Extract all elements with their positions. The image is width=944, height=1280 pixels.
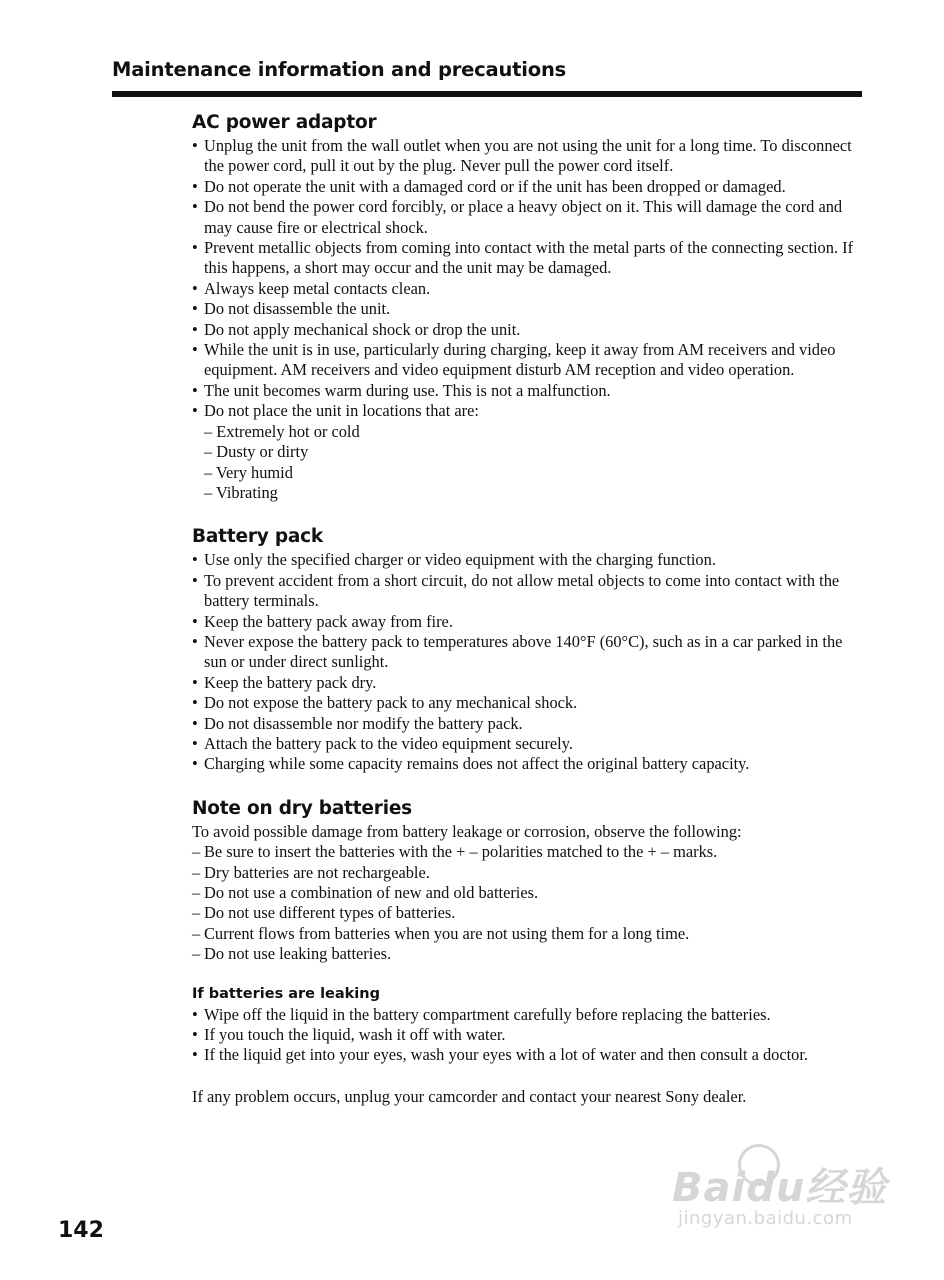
list-item: – Dusty or dirty <box>204 442 309 462</box>
list-item: • While the unit is in use, particularly during charging, keep it away from AM receivers and video equipment. AM receivers and video equipment disturb AM reception and video operation. <box>192 340 864 381</box>
list-item: • Do not place the unit in locations that are: <box>192 401 864 421</box>
list-item: • Attach the battery pack to the video equipment securely. <box>192 734 864 754</box>
list-item: – Dry batteries are not rechargeable. <box>192 863 864 883</box>
list-item: – Extremely hot or cold <box>204 421 360 441</box>
list-item: – Do not use leaking batteries. <box>192 944 864 964</box>
list-item: • Do not expose the battery pack to any mechanical shock. <box>192 693 864 713</box>
list-item: • Do not disassemble nor modify the battery pack. <box>192 714 864 734</box>
list-item: • Do not operate the unit with a damaged cord or if the unit has been dropped or damaged. <box>192 177 864 197</box>
list-item: – Do not use different types of batteries. <box>192 903 864 923</box>
paw-logo-icon <box>738 1144 780 1186</box>
list-item: • Use only the specified charger or video equipment with the charging function. <box>192 550 864 570</box>
list-item: • Keep the battery pack dry. <box>192 673 864 693</box>
list-item: • The unit becomes warm during use. This is not a malfunction. <box>192 381 864 401</box>
heading-rule <box>112 91 862 97</box>
list-item: – Current flows from batteries when you are not using them for a long time. <box>192 924 864 944</box>
list-item: • Wipe off the liquid in the battery compartment carefully before replacing the batteries. <box>192 1005 864 1025</box>
list-item: • Prevent metallic objects from coming into contact with the metal parts of the connecting section. If this happens, a short may occur and the unit may be damaged. <box>192 238 864 279</box>
watermark-url: jingyan.baidu.com <box>678 1208 853 1229</box>
dry-batteries-intro: To avoid possible damage from battery leakage or corrosion, observe the following: <box>192 821 742 841</box>
spacer <box>192 503 864 524</box>
list-item: • Do not disassemble the unit. <box>192 299 864 319</box>
ac-adaptor-list <box>192 136 864 422</box>
dry-batteries-list <box>192 842 864 964</box>
leaking-list <box>192 1005 864 1066</box>
closing-note: If any problem occurs, unplug your camcorder and contact your nearest Sony dealer. <box>192 1086 747 1106</box>
list-item: – Vibrating <box>204 482 278 502</box>
baidu-watermark <box>668 1144 898 1244</box>
section-title-battery-pack: Battery pack <box>192 526 324 548</box>
list-item: – Be sure to insert the batteries with the + – polarities matched to the + – marks. <box>192 842 864 862</box>
page-content <box>192 110 864 1107</box>
spacer <box>192 775 864 796</box>
list-item: • Do not apply mechanical shock or drop the unit. <box>192 320 864 340</box>
section-title-ac-adaptor: AC power adaptor <box>192 112 377 133</box>
list-item: – Do not use a combination of new and old batteries. <box>192 883 864 903</box>
watermark-logo-text: Baidu经验 <box>672 1165 888 1211</box>
section-title-dry-batteries: Note on dry batteries <box>192 797 412 819</box>
list-item: • Never expose the battery pack to temperatures above 140°F (60°C), such as in a car parked in the sun or under direct sunlight. <box>192 632 864 673</box>
list-item: • If you touch the liquid, wash it off with water. <box>192 1025 864 1045</box>
battery-pack-list <box>192 550 864 774</box>
list-item: – Very humid <box>204 462 293 482</box>
list-item: • If the liquid get into your eyes, wash your eyes with a lot of water and then consult a doctor. <box>192 1045 864 1065</box>
list-item: • Unplug the unit from the wall outlet when you are not using the unit for a long time. To disconnect the power cord, pull it out by the plug. Never pull the power cord itself. <box>192 136 864 177</box>
list-item: • To prevent accident from a short circuit, do not allow metal objects to come into contact with the battery terminals. <box>192 571 864 612</box>
location-list <box>192 422 864 504</box>
list-item: • Always keep metal contacts clean. <box>192 279 864 299</box>
list-item: • Do not bend the power cord forcibly, or place a heavy object on it. This will damage the cord and may cause fire or electrical shock. <box>192 197 864 238</box>
page-heading: Maintenance information and precautions <box>112 58 567 81</box>
page-number: 142 <box>58 1218 104 1243</box>
list-item: • Keep the battery pack away from fire. <box>192 612 864 632</box>
list-item: • Charging while some capacity remains does not affect the original battery capacity. <box>192 754 864 774</box>
subsection-title-leaking: If batteries are leaking <box>192 985 380 1002</box>
